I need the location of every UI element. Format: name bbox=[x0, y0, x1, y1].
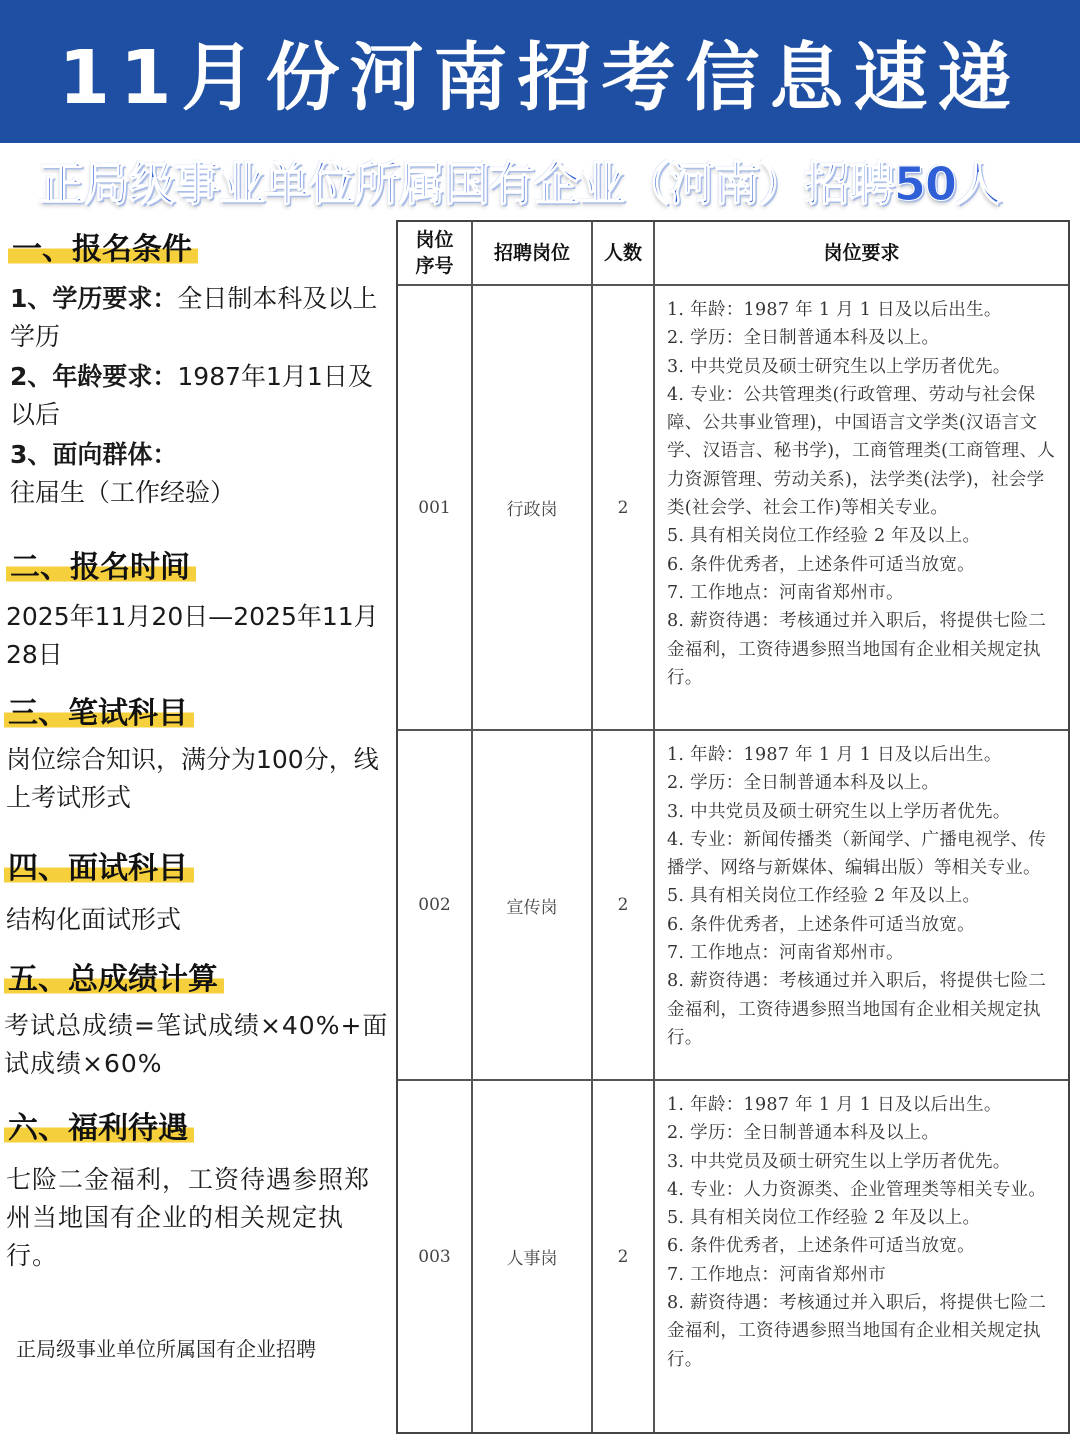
requirement-item: 6. 条件优秀者，上述条件可适当放宽。 bbox=[667, 1236, 975, 1257]
total-score: 考试总成绩=笔试成绩×40%+面试成绩×60% bbox=[4, 1011, 389, 1078]
section-heading-benefits: 六、福利待遇 bbox=[4, 1103, 194, 1147]
headcount: 2 bbox=[593, 1081, 655, 1432]
requirement-item: 3. 中共党员及硕士研究生以上学历者优先。 bbox=[667, 356, 1011, 377]
requirement-item: 5. 具有相关岗位工作经验 2 年及以上。 bbox=[667, 526, 981, 547]
requirement-item: 8. 薪资待遇：考核通过并入职后，将提供七险二金福利，工资待遇参照当地国有企业相关规定执行。 bbox=[667, 971, 1047, 1048]
position-name: 人事岗 bbox=[473, 1081, 593, 1432]
table-row bbox=[398, 731, 1068, 1081]
requirement-item: 1. 年龄：1987 年 1 月 1 日及以后出生。 bbox=[667, 300, 1002, 320]
requirement-item: 3. 中共党员及硕士研究生以上学历者优先。 bbox=[667, 801, 1011, 822]
position-code: 002 bbox=[398, 731, 473, 1079]
requirements-list bbox=[655, 731, 1068, 1079]
headcount: 2 bbox=[593, 731, 655, 1079]
table-row bbox=[398, 1081, 1068, 1432]
requirement-item: 5. 具有相关岗位工作经验 2 年及以上。 bbox=[667, 1208, 981, 1229]
requirement-item: 6. 条件优秀者，上述条件可适当放宽。 bbox=[667, 554, 975, 575]
registration-conditions bbox=[10, 280, 395, 512]
subtitle: 正局级事业单位所属国有企业（河南）招聘50人 bbox=[38, 157, 1001, 211]
position-name: 宣传岗 bbox=[473, 731, 593, 1079]
requirement-item: 1. 年龄：1987 年 1 月 1 日及以后出生。 bbox=[667, 1095, 1002, 1115]
footnote: 正局级事业单位所属国有企业招聘 bbox=[16, 1337, 316, 1361]
positions-table bbox=[396, 220, 1070, 1434]
page-title: 11月份河南招考信息速递 bbox=[58, 34, 1022, 121]
header-position-code: 岗位序号 bbox=[398, 222, 473, 284]
interview: 结构化面试形式 bbox=[6, 905, 182, 934]
requirement-item: 4. 专业：公共管理类(行政管理、劳动与社会保障、公共事业管理)，中国语言文学类(汉语言文学、汉语言、秘书学)，工商管理类(工商管理、人力资源管理、劳动关系)，法学类(法学)，社会学类(社会学、社会工作)等相关专业。 bbox=[667, 384, 1056, 519]
benefits: 七险二金福利，工资待遇参照郑州当地国有企业的相关规定执行。 bbox=[6, 1165, 371, 1270]
section-heading-total-score: 五、总成绩计算 bbox=[4, 954, 224, 998]
requirement-item: 7. 工作地点：河南省郑州市。 bbox=[667, 943, 904, 964]
header-position-name: 招聘岗位 bbox=[473, 222, 593, 284]
requirement-item: 7. 工作地点：河南省郑州市 bbox=[667, 1264, 886, 1285]
requirement-item: 6. 条件优秀者，上述条件可适当放宽。 bbox=[667, 914, 975, 935]
requirement-item: 2. 学历：全日制普通本科及以上。 bbox=[667, 328, 940, 349]
requirement-item: 4. 专业：新闻传播类（新闻学、广播电视学、传播学、网络与新媒体、编辑出版）等相关专业。 bbox=[667, 829, 1047, 879]
header-headcount: 人数 bbox=[593, 222, 655, 284]
position-code: 003 bbox=[398, 1081, 473, 1432]
section-heading-interview: 四、面试科目 bbox=[4, 843, 194, 887]
requirement-item: 2. 学历：全日制普通本科及以上。 bbox=[667, 1123, 940, 1144]
requirements-list bbox=[655, 1081, 1068, 1432]
condition-age: 2、年龄要求：1987年1月1日及以后 bbox=[10, 362, 373, 429]
table-row bbox=[398, 286, 1068, 731]
requirement-item: 4. 专业：人力资源类、企业管理类等相关专业。 bbox=[667, 1179, 1047, 1200]
section-heading-registration-time: 二、报名时间 bbox=[6, 542, 196, 586]
table-header-row bbox=[398, 222, 1068, 286]
requirement-item: 1. 年龄：1987 年 1 月 1 日及以后出生。 bbox=[667, 745, 1002, 765]
condition-education: 1、学历要求：全日制本科及以上学历 bbox=[10, 284, 378, 351]
section-heading-written-exam: 三、笔试科目 bbox=[4, 688, 194, 732]
requirement-item: 5. 具有相关岗位工作经验 2 年及以上。 bbox=[667, 886, 981, 907]
requirement-item: 8. 薪资待遇：考核通过并入职后，将提供七险二金福利，工资待遇参照当地国有企业相关规定执行。 bbox=[667, 611, 1047, 688]
registration-time: 2025年11月20日—2025年11月28日 bbox=[6, 602, 379, 669]
headcount: 2 bbox=[593, 286, 655, 729]
requirement-item: 2. 学历：全日制普通本科及以上。 bbox=[667, 773, 940, 794]
requirements-list bbox=[655, 286, 1068, 729]
title-banner bbox=[0, 0, 1080, 143]
position-name: 行政岗 bbox=[473, 286, 593, 729]
condition-group: 3、面向群体：往届生（工作经验） bbox=[10, 440, 236, 507]
section-heading-registration-conditions: 一、报名条件 bbox=[8, 224, 198, 268]
requirement-item: 3. 中共党员及硕士研究生以上学历者优先。 bbox=[667, 1151, 1011, 1172]
requirement-item: 7. 工作地点：河南省郑州市。 bbox=[667, 582, 904, 603]
requirement-item: 8. 薪资待遇：考核通过并入职后，将提供七险二金福利，工资待遇参照当地国有企业相关规定执行。 bbox=[667, 1293, 1047, 1370]
header-requirements: 岗位要求 bbox=[823, 242, 900, 264]
position-code: 001 bbox=[398, 286, 473, 729]
written-exam: 岗位综合知识，满分为100分，线上考试形式 bbox=[6, 745, 379, 812]
